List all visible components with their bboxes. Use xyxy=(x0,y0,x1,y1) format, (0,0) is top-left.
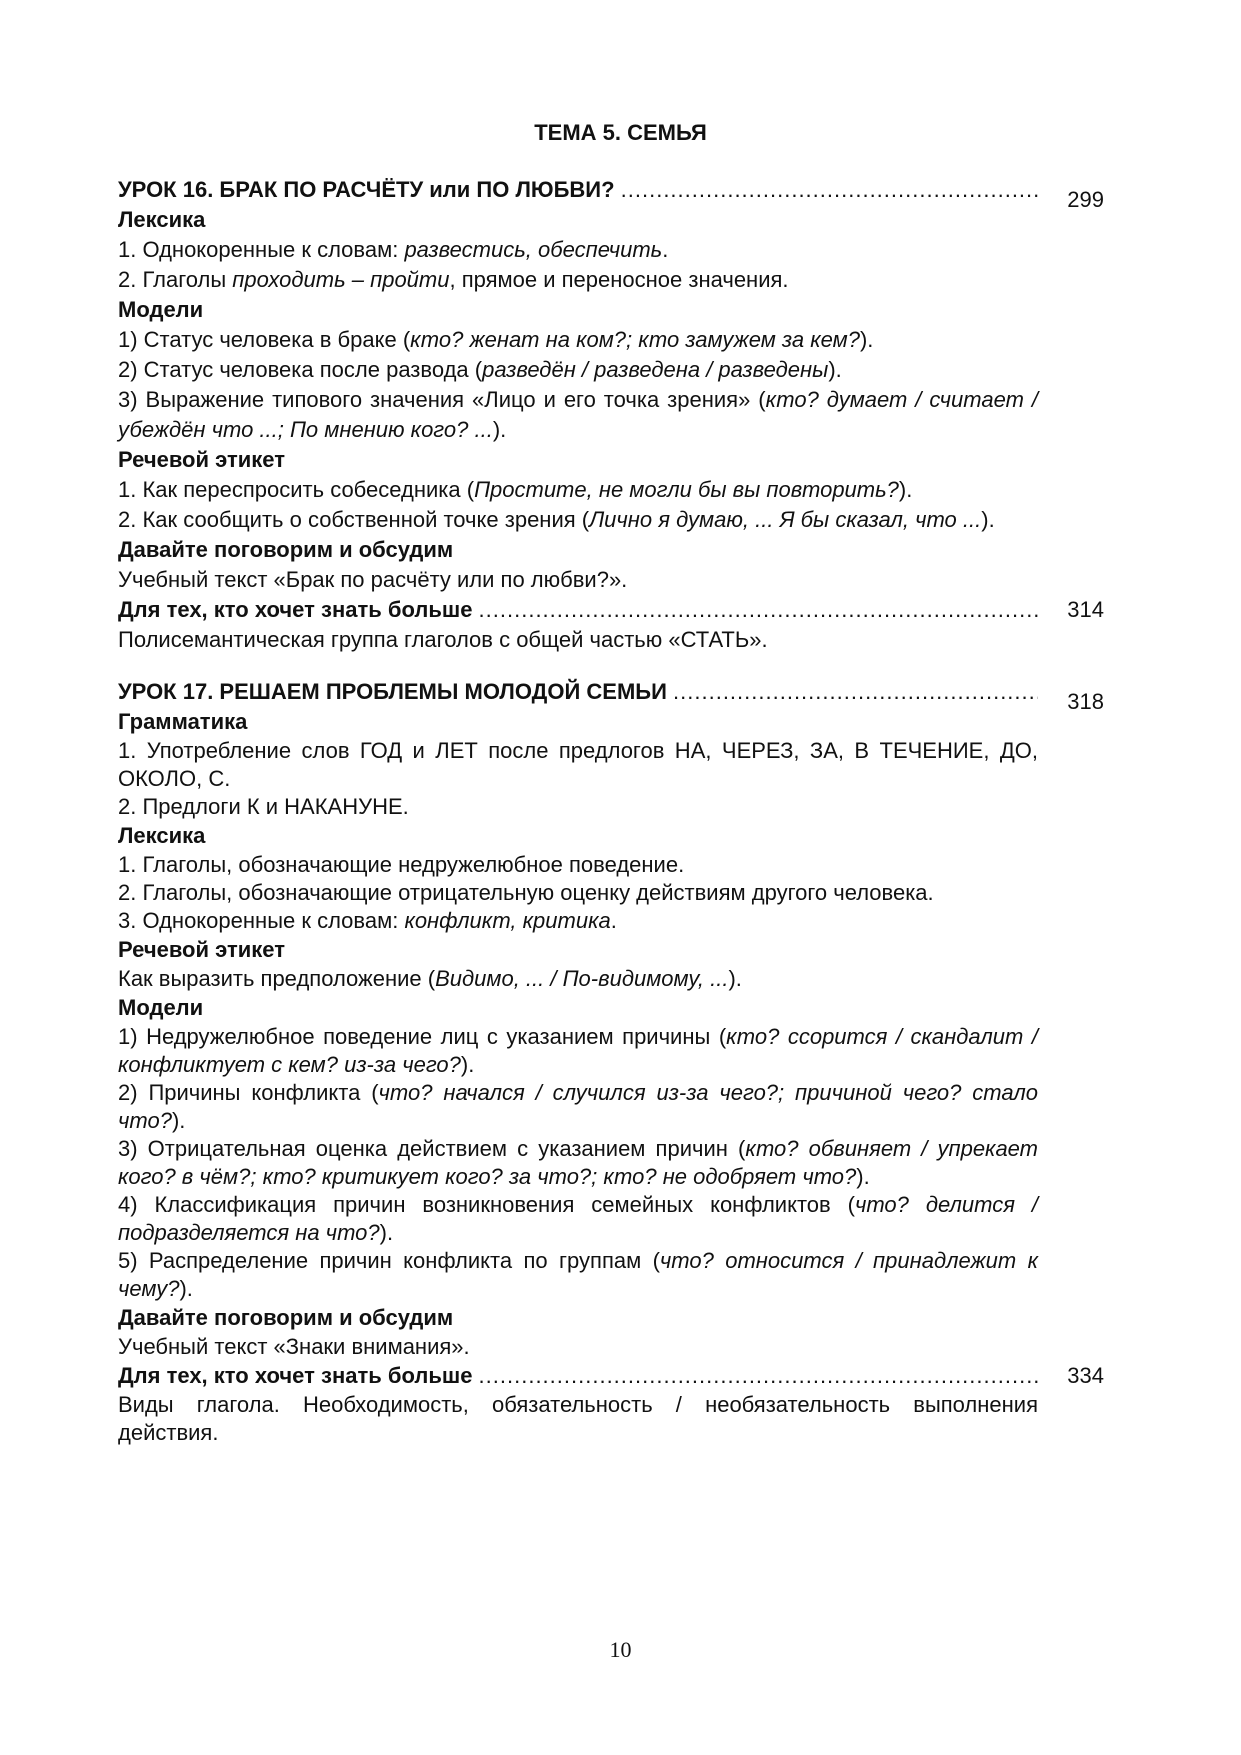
leader-dots xyxy=(479,1363,1038,1388)
toc-item xyxy=(118,235,1038,265)
item-text: ). xyxy=(859,327,874,352)
toc-item xyxy=(118,1023,1038,1079)
item-text: 1) Недружелюбное поведение лиц с указанием причины ( xyxy=(118,1024,727,1049)
item-text: Учебный текст «Знаки внимания». xyxy=(118,1334,470,1359)
extra-section-title-text: Для тех, кто хочет знать больше xyxy=(118,597,479,622)
toc-item xyxy=(118,565,1038,595)
item-text: 3) Выражение типового значения «Лицо и его точка зрения» ( xyxy=(118,387,766,412)
leader-dots xyxy=(673,679,1038,704)
lesson-16 xyxy=(118,175,1104,655)
item-example-text: разведён / разведена / разведены xyxy=(482,357,829,382)
section-heading: Речевой этикет xyxy=(118,937,286,962)
item-text: 3) Отрицательная оценка действием с указанием причин ( xyxy=(118,1136,746,1161)
item-example-text: что? делится / подразделяется на что? xyxy=(118,1192,1038,1245)
theme-title: ТЕМА 5. СЕМЬЯ xyxy=(534,120,707,145)
toc-item xyxy=(118,793,1038,821)
item-text: ). xyxy=(171,1108,186,1133)
toc-item xyxy=(118,265,1038,295)
item-text: ). xyxy=(379,1220,394,1245)
lesson-title[interactable] xyxy=(118,677,1104,714)
section-heading: Давайте поговорим и обсудим xyxy=(118,1305,454,1330)
lesson-title-text: УРОК 16. БРАК ПО РАСЧЁТУ или ПО ЛЮБВИ? xyxy=(118,177,621,202)
toc-item xyxy=(118,1191,1038,1247)
toc-item xyxy=(118,505,1038,535)
item-example-text: кто? женат на ком?; кто замужем за кем? xyxy=(410,327,860,352)
item-text: Как выразить предположение ( xyxy=(118,966,436,991)
toc-item xyxy=(118,385,1038,445)
item-example-text: что? начался / случился из-за чего?; причиной чего? стало что? xyxy=(118,1080,1038,1133)
lesson-title-page: 318 xyxy=(1067,689,1104,714)
lesson-17 xyxy=(118,677,1104,1447)
item-text: 5) Распределение причин конфликта по группам ( xyxy=(118,1248,660,1273)
item-text: , прямое и переносное значения. xyxy=(449,267,789,292)
item-text: 2. Предлоги К и НАКАНУНЕ. xyxy=(118,794,409,819)
toc-item xyxy=(118,965,1038,993)
section-heading: Речевой этикет xyxy=(118,447,286,472)
item-text: 1. Как переспросить собеседника ( xyxy=(118,477,475,502)
item-text: 2) Причины конфликта ( xyxy=(118,1080,379,1105)
item-text: 1) Статус человека в браке ( xyxy=(118,327,411,352)
item-example-text: Лично я думаю, ... Я бы сказал, что ... xyxy=(589,507,982,532)
item-text: 1. Употребление слов ГОД и ЛЕТ после предлогов НА, ЧЕРЕЗ, ЗА, В ТЕЧЕНИЕ, ДО, ОКОЛО, С. xyxy=(118,738,1038,791)
item-text: 2. Глаголы, обозначающие отрицательную оценку действиям другого человека. xyxy=(118,880,934,905)
section-heading: Грамматика xyxy=(118,709,248,734)
section-heading: Лексика xyxy=(118,207,206,232)
item-text: ). xyxy=(981,507,995,532)
toc-item xyxy=(118,907,1038,935)
item-example-text: кто? ссорится / скандалит / конфликтует с кем? из-за чего? xyxy=(118,1024,1038,1077)
item-text: ). xyxy=(898,477,913,502)
lesson-title-text: УРОК 17. РЕШАЕМ ПРОБЛЕМЫ МОЛОДОЙ СЕМЬИ xyxy=(118,679,674,704)
item-text: 2. Глаголы xyxy=(118,267,233,292)
extra-section-title[interactable] xyxy=(118,1361,1104,1391)
item-text: . xyxy=(610,908,617,933)
toc-content xyxy=(118,175,1104,1447)
item-text: 4) Классификация причин возникновения семейных конфликтов ( xyxy=(118,1192,855,1217)
toc-item xyxy=(118,1333,1038,1361)
toc-item xyxy=(118,879,1038,907)
item-text: Виды глагола. Необходимость, обязательность / необязательность выполнения действия. xyxy=(118,1392,1038,1445)
item-text: Полисемантическая группа глаголов с общей частью «СТАТЬ». xyxy=(118,627,768,652)
item-text: . xyxy=(662,237,669,262)
toc-item xyxy=(118,1135,1038,1191)
extra-section-title-line xyxy=(118,595,1038,625)
toc-item xyxy=(118,737,1038,793)
toc-item xyxy=(118,1079,1038,1135)
page-number: 10 xyxy=(609,1637,632,1662)
toc-item xyxy=(118,851,1038,879)
item-text: ). xyxy=(728,966,742,991)
lesson-title-page: 299 xyxy=(1067,187,1104,212)
extra-section-title-text: Для тех, кто хочет знать больше xyxy=(118,1363,479,1388)
item-text: 2. Как сообщить о собственной точке зрения ( xyxy=(118,507,590,532)
item-example-text: конфликт, критика xyxy=(404,908,611,933)
item-text: ). xyxy=(828,357,842,382)
extra-section-title[interactable] xyxy=(118,595,1104,625)
item-text: ). xyxy=(492,417,507,442)
lesson-title[interactable] xyxy=(118,175,1104,212)
lesson-title-line xyxy=(118,175,1038,205)
toc-item xyxy=(118,355,1038,385)
item-text: Учебный текст «Брак по расчёту или по любви?». xyxy=(118,567,628,592)
item-text: ). xyxy=(460,1052,475,1077)
item-example-text: развестись, обеспечить xyxy=(404,237,663,262)
toc-item xyxy=(118,625,1038,655)
item-text: ). xyxy=(856,1164,870,1189)
toc-item xyxy=(118,475,1038,505)
item-example-text: Простите, не могли бы вы повторить? xyxy=(474,477,899,502)
item-text: 1. Однокоренные к словам: xyxy=(118,237,405,262)
item-text: 1. Глаголы, обозначающие недружелюбное поведение. xyxy=(118,852,685,877)
extra-section-title-line xyxy=(118,1361,1038,1391)
section-heading: Модели xyxy=(118,995,204,1020)
leader-dots xyxy=(621,177,1038,202)
lesson-title-line xyxy=(118,677,1038,707)
leader-dots xyxy=(479,597,1038,622)
item-text: 2) Статус человека после развода ( xyxy=(118,357,483,382)
item-text: ). xyxy=(179,1276,193,1301)
toc-item xyxy=(118,325,1038,355)
item-example-text: что? относится / принадлежит к чему? xyxy=(118,1248,1038,1301)
item-example-text: проходить – пройти xyxy=(232,267,450,292)
item-example-text: Видимо, ... / По-видимому, ... xyxy=(435,966,729,991)
item-example-text: кто? думает / считает / убеждён что ...; По мнению кого? ... xyxy=(118,387,1038,442)
section-heading: Давайте поговорим и обсудим xyxy=(118,537,454,562)
extra-section-title-page: 314 xyxy=(1067,597,1104,622)
section-heading: Модели xyxy=(118,297,204,322)
extra-section-title-page: 334 xyxy=(1067,1363,1104,1388)
section-heading: Лексика xyxy=(118,823,206,848)
toc-item xyxy=(118,1391,1038,1447)
item-text: 3. Однокоренные к словам: xyxy=(118,908,405,933)
item-example-text: кто? обвиняет / упрекает кого? в чём?; кто? критикует кого? за что?; кто? не одобряет что? xyxy=(118,1136,1038,1189)
toc-item xyxy=(118,1247,1038,1303)
